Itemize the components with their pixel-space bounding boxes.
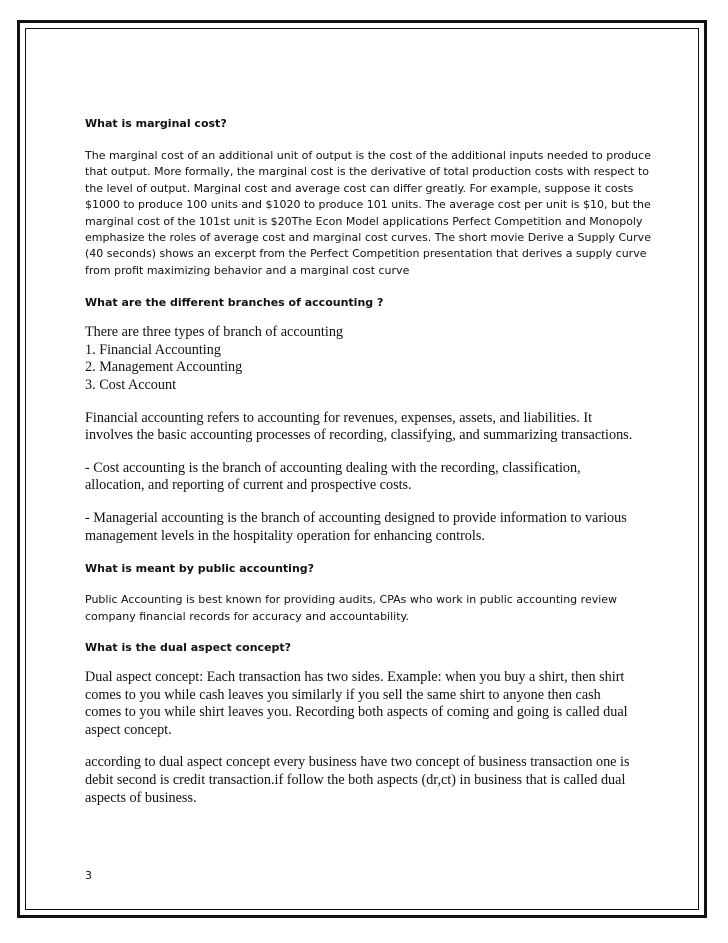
document-body xyxy=(85,116,650,807)
answer-paragraph: Financial accounting refers to accounting for revenues, expenses, assets, and liabilities. It involves the basic accounting processes of recording, classifying, and summarizing transactions. xyxy=(85,409,633,444)
question-heading: What are the different branches of accounting ? xyxy=(85,296,384,310)
page-number: 3 xyxy=(85,869,92,882)
question-heading: What is meant by public accounting? xyxy=(85,562,315,576)
question-heading: What is the dual aspect concept? xyxy=(85,641,292,654)
answer-paragraph: - Cost accounting is the branch of accounting dealing with the recording, classification, allocation, and reporting of current and prospective costs. xyxy=(85,459,581,494)
question-heading: What is marginal cost? xyxy=(85,117,227,130)
answer-paragraph: - Managerial accounting is the branch of accounting designed to provide information to various management levels in the hospitality operation for enhancing controls. xyxy=(85,510,627,544)
answer-list: There are three types of branch of accounting 1. Financial Accounting 2. Management Accounting 3. Cost Account xyxy=(85,324,344,394)
answer-paragraph: Public Accounting is best known for providing audits, CPAs who work in public accounting review company financial records for accuracy and accountability. xyxy=(85,593,618,623)
answer-paragraph: The marginal cost of an additional unit of output is the cost of the additional inputs needed to produce that output. More formally, the marginal cost is the derivative of total production costs with respect to the level of output. Marginal cost and average cost can differ greatly. For example, suppose it costs $1000 to produce 100 units and $1020 to produce 101 units. The average cost per unit is $10, but the marginal cost of the 101st unit is $20The Econ Model applications Perfect Competition and Monopoly emphasize the roles of average cost and marginal cost curves. The short movie Derive a Supply Curve (40 seconds) shows an excerpt from the Perfect Competition presentation that derives a supply curve from profit maximizing behavior and a marginal cost curve xyxy=(85,149,651,277)
answer-paragraph: according to dual aspect concept every business have two concept of business transaction one is debit second is credit transaction.if follow the both aspects (dr,ct) in business that is called dual aspects of business. xyxy=(85,754,630,806)
answer-paragraph: Dual aspect concept: Each transaction has two sides. Example: when you buy a shirt, then shirt comes to you while cash leaves you similarly if you sell the same shirt to anyone then cash comes to you while shirt leaves you. Recording both aspects of coming and going is called dual aspect concept. xyxy=(85,669,628,738)
